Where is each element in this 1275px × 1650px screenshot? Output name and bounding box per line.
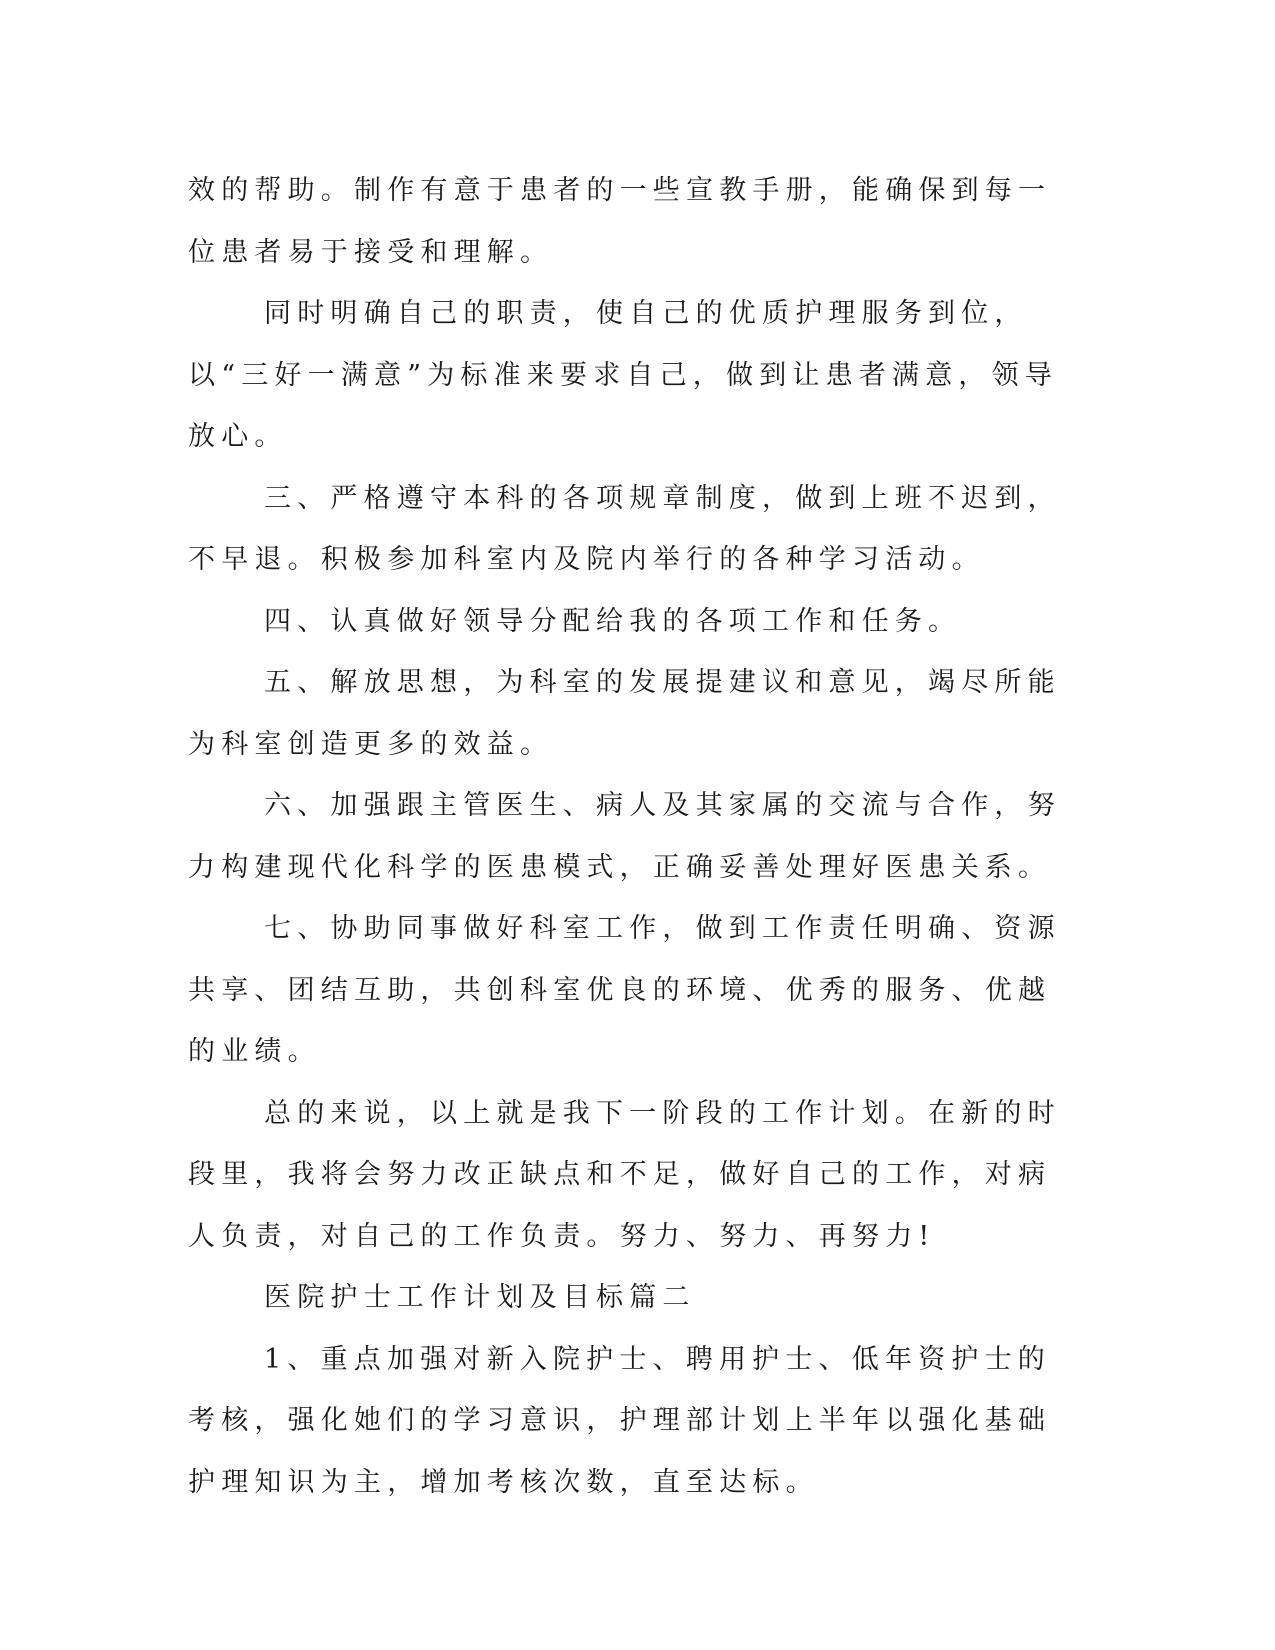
paragraph-duties: 同时明确自己的职责，使自己的优质护理服务到位，以“三好一满意”为标准来要求自己，做到让患者满意，领导放心。	[188, 298, 1059, 452]
paragraph-item-4: 四、认真做好领导分配给我的各项工作和任务。	[264, 605, 962, 637]
paragraph-summary: 总的来说，以上就是我下一阶段的工作计划。在新的时段里，我将会努力改正缺点和不足，做好自己的工作，对病人负责，对自己的工作负责。努力、努力、再努力!	[188, 1097, 1061, 1252]
paragraph-item-5: 五、解放思想，为科室的发展提建议和意见，竭尽所能为科室创造更多的效益。	[188, 667, 1061, 760]
paragraph-item-3: 三、严格遵守本科的各项规章制度，做到上班不迟到，不早退。积极参加科室内及院内举行的各种学习活动。	[188, 482, 1061, 575]
section-heading: 医院护士工作计划及目标篇二	[264, 1282, 696, 1313]
paragraph-item-7: 七、协助同事做好科室工作，做到工作责任明确、资源共享、团结互助，共创科室优良的环境、优秀的服务、优越的业绩。	[188, 913, 1061, 1067]
paragraph-plan-item-1: 1、重点加强对新入院护士、聘用护士、低年资护士的考核，强化她们的学习意识，护理部计划上半年以强化基础护理知识为主，增加考核次数，直至达标。	[188, 1343, 1052, 1498]
paragraph-continuation: 效的帮助。制作有意于患者的一些宣教手册，能确保到每一位患者易于接受和理解。	[188, 175, 1052, 268]
paragraph-item-6: 六、加强跟主管医生、病人及其家属的交流与合作，努力构建现代化科学的医患模式，正确妥善处理好医患关系。	[188, 790, 1061, 883]
document-body	[188, 160, 1068, 1513]
